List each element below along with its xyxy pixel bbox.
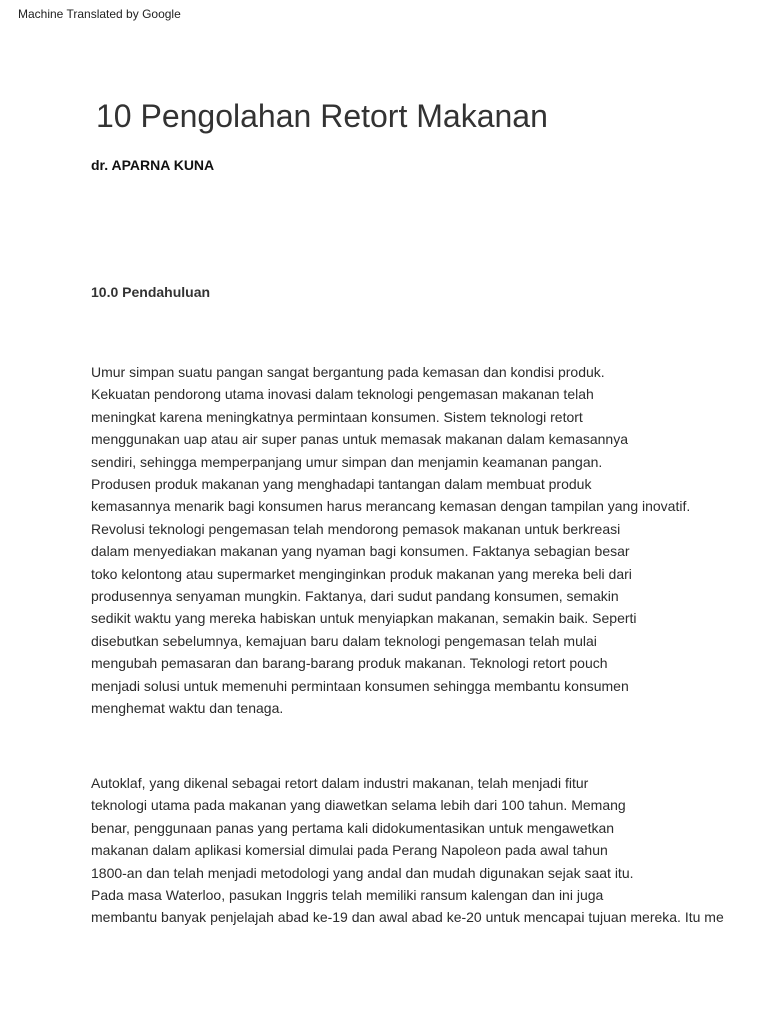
paragraph-line: menghemat waktu dan tenaga. [91,700,284,717]
paragraph-2 [91,772,724,929]
paragraph-line: membantu banyak penjelajah abad ke-19 dan awal abad ke-20 untuk mencapai tujuan mereka. Itu me [91,909,724,926]
paragraph-line: Revolusi teknologi pengemasan telah mendorong pemasok makanan untuk berkreasi [91,520,621,537]
paragraph-line: toko kelontong atau supermarket menginginkan produk makanan yang mereka beli dari [91,565,632,582]
machine-translated-label: Machine Translated by Google [18,7,181,21]
paragraph-line: meningkat karena meningkatnya permintaan konsumen. Sistem teknologi retort [91,408,583,425]
paragraph-line: produsennya senyaman mungkin. Faktanya, dari sudut pandang konsumen, semakin [91,588,619,605]
paragraph-line: Umur simpan suatu pangan sangat bergantung pada kemasan dan kondisi produk. [91,364,605,380]
paragraph-line: sendiri, sehingga memperpanjang umur simpan dan menjamin keamanan pangan. [91,453,603,470]
paragraph-line: menjadi solusi untuk memenuhi permintaan konsumen sehingga membantu konsumen [91,677,629,694]
paragraph-line: teknologi utama pada makanan yang diawetkan selama lebih dari 100 tahun. Memang [91,797,626,814]
paragraph-line: disebutkan sebelumnya, kemajuan baru dalam teknologi pengemasan telah mulai [91,632,597,649]
author-name: dr. APARNA KUNA [91,157,215,173]
section-heading: 10.0 Pendahuluan [91,284,211,300]
paragraph-line: Kekuatan pendorong utama inovasi dalam teknologi pengemasan makanan telah [91,386,594,403]
paragraph-line: dalam menyediakan makanan yang nyaman bagi konsumen. Faktanya sebagian besar [91,543,630,560]
paragraph-line: Autoklaf, yang dikenal sebagai retort dalam industri makanan, telah menjadi fitur [91,775,589,791]
paragraph-line: Produsen produk makanan yang menghadapi tantangan dalam membuat produk [91,476,592,493]
paragraph-line: benar, penggunaan panas yang pertama kali didokumentasikan untuk mengawetkan [91,819,615,836]
document-title: 10 Pengolahan Retort Makanan [96,98,548,134]
paragraph-1 [91,361,690,720]
paragraph-line: makanan dalam aplikasi komersial dimulai pada Perang Napoleon pada awal tahun [91,842,608,859]
paragraph-line: sedikit waktu yang mereka habiskan untuk menyiapkan makanan, semakin baik. Seperti [91,610,637,627]
paragraph-line: kemasannya menarik bagi konsumen harus merancang kemasan dengan tampilan yang inovatif. [91,498,691,515]
paragraph-line: mengubah pemasaran dan barang-barang produk makanan. Teknologi retort pouch [91,655,608,672]
paragraph-line: 1800-an dan telah menjadi metodologi yang andal dan mudah digunakan sejak saat itu. [91,864,634,881]
paragraph-line: menggunakan uap atau air super panas untuk memasak makanan dalam kemasannya [91,431,628,448]
paragraph-line: Pada masa Waterloo, pasukan Inggris telah memiliki ransum kalengan dan ini juga [91,887,604,904]
